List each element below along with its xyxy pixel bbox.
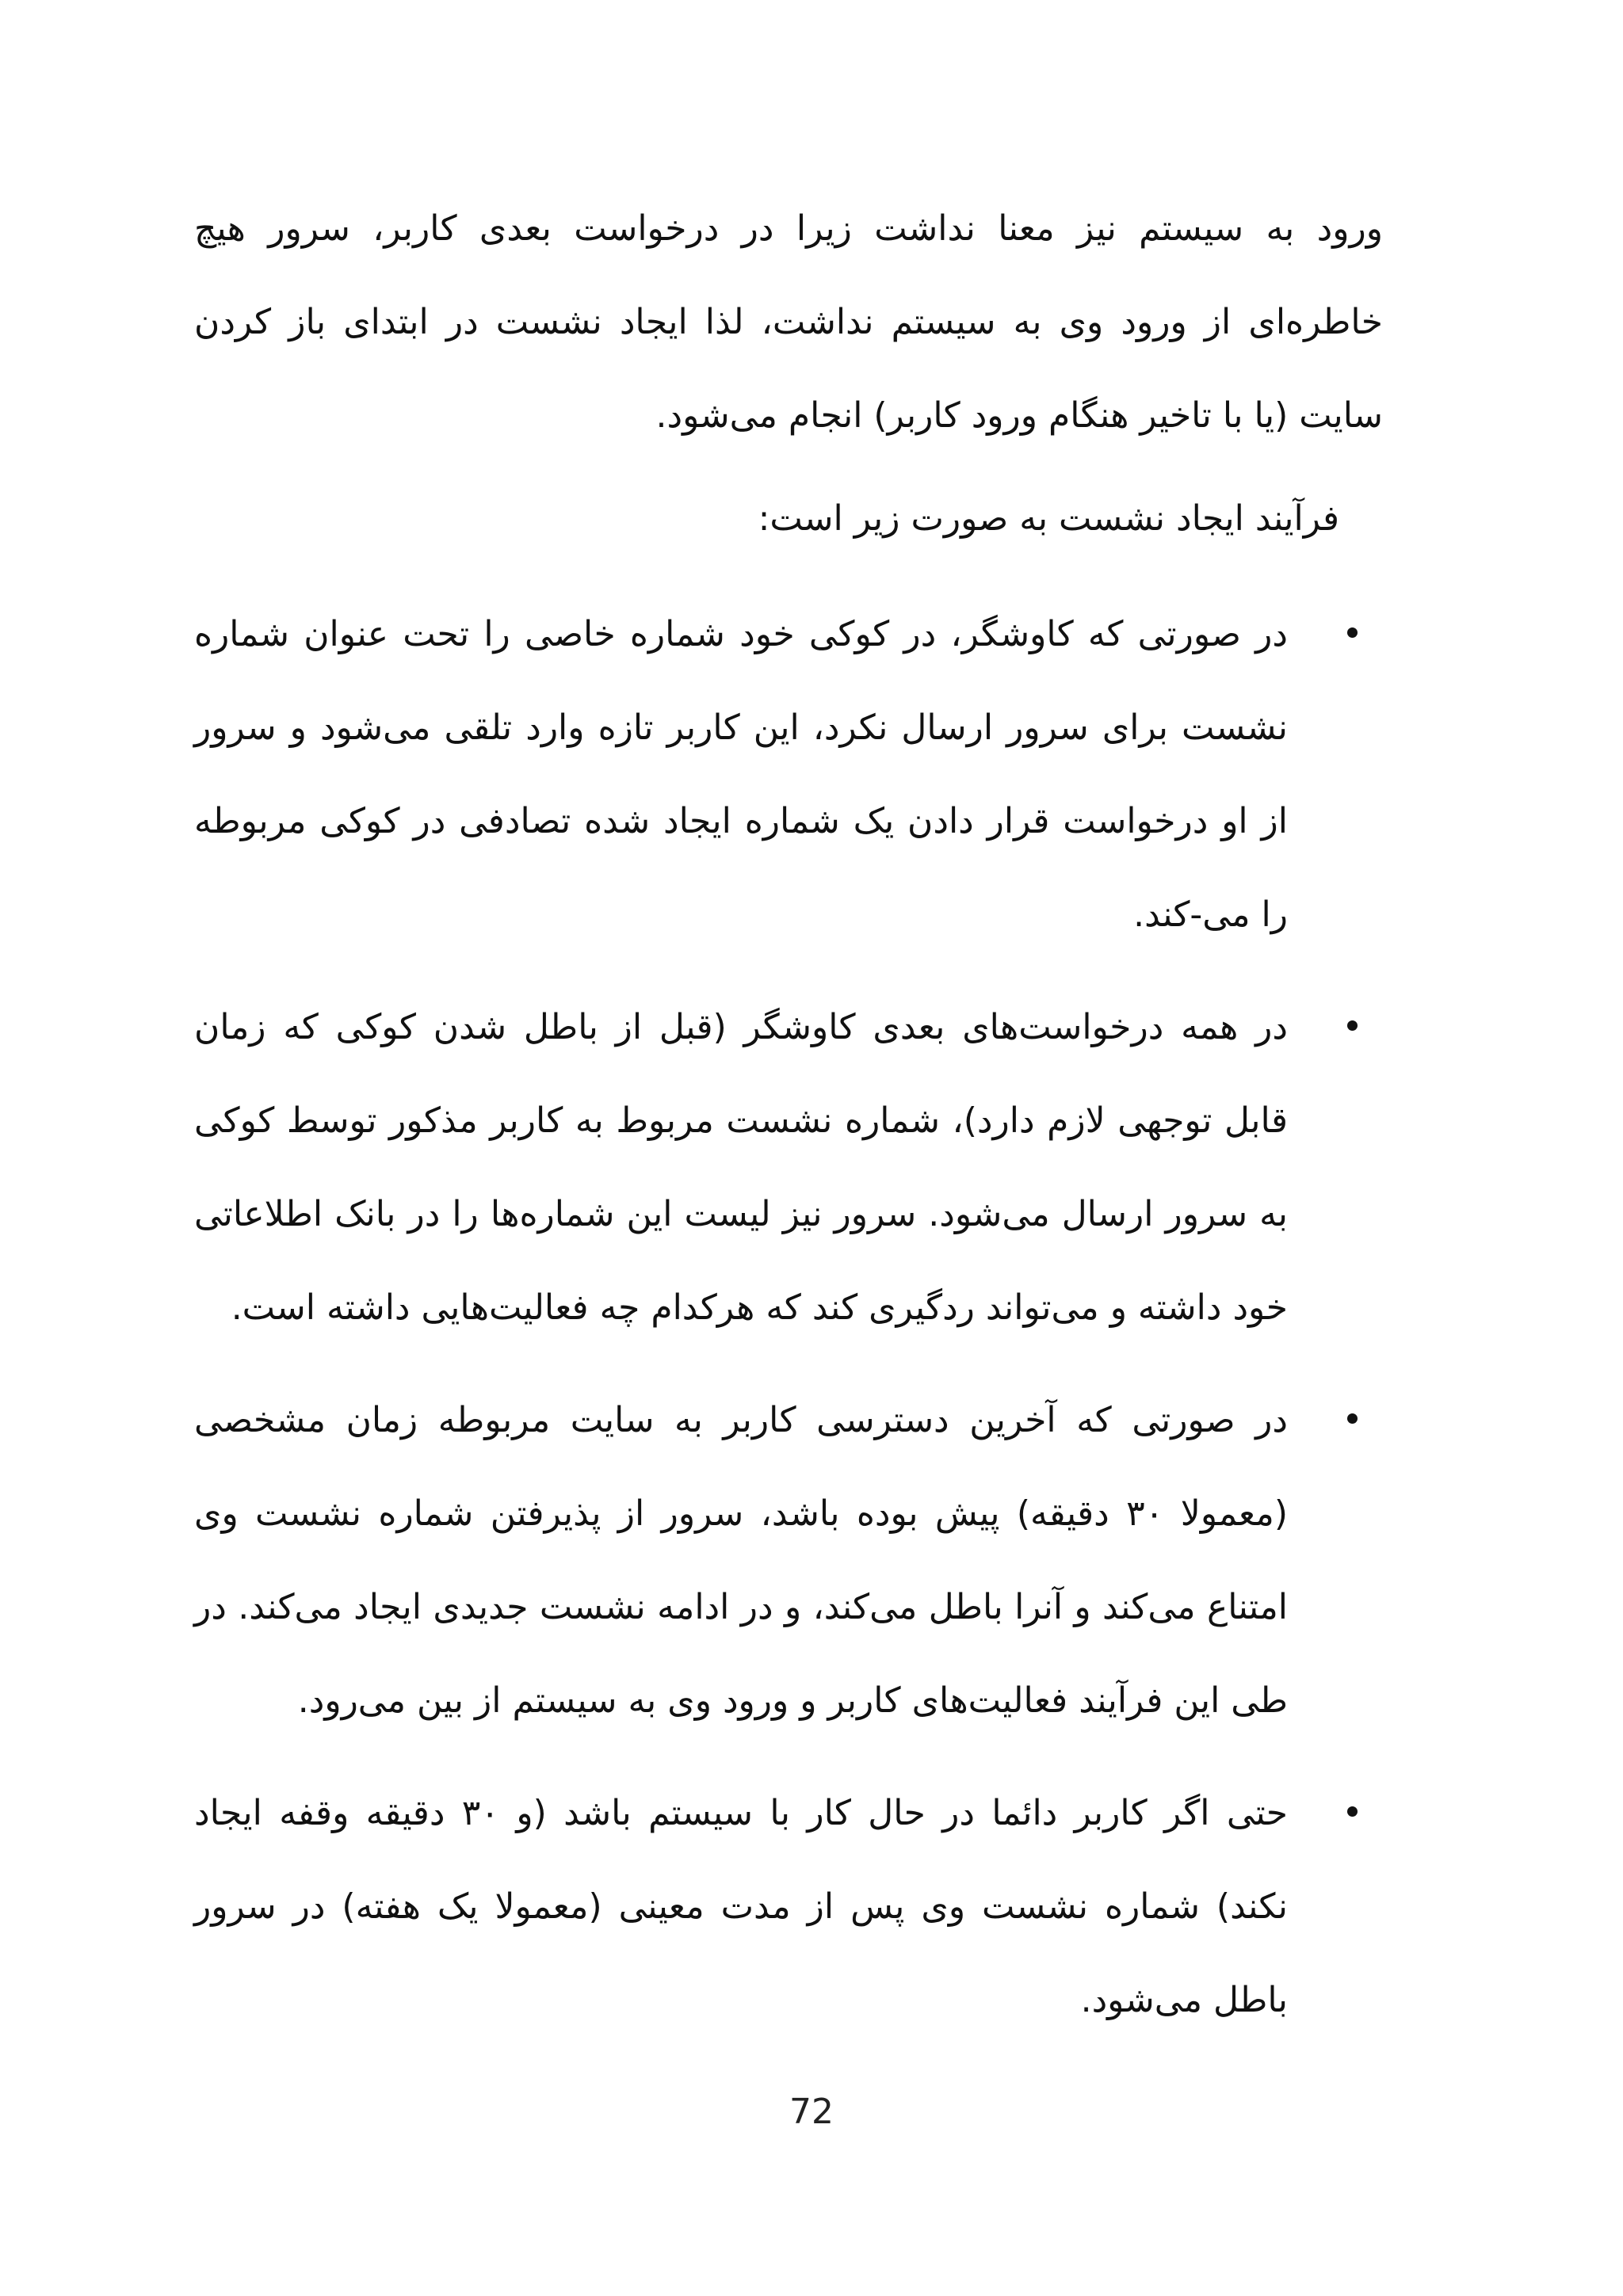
- bullet-item-3: [194, 1374, 1383, 1748]
- bullet-item-2: [194, 981, 1383, 1355]
- bullet-text: در صورتی که کاوشگر، در کوکی خود شماره خاصی را تحت عنوان شماره نشست برای سرور ارسال نکرد، این کاربر تازه وارد تلقی می‌شود و سرور از او درخواست قرار دادن یک شماره ایجاد شده تصادفی در کوکی مربوطه را می-کند.: [194, 614, 1288, 935]
- bullet-text: در صورتی که آخرین دسترسی کاربر به سایت مربوطه زمان مشخصی (معمولا ۳۰ دقیقه) پیش بوده باشد، سرور از پذیرفتن شماره نشست وی امتناع می‌کند و آنرا باطل می‌کند، و در ادامه نشست جدیدی ایجاد می‌کند. در طی این فرآیند فعالیت‌های کاربر و ورود وی به سیستم از بین می‌رود.: [194, 1400, 1289, 1721]
- bullet-item-1: [194, 588, 1383, 962]
- bullet-text: در همه درخواست‌های بعدی کاوشگر (قبل از باطل شدن کوکی که زمان قابل توجهی لازم دارد)، شماره نشست مربوط به کاربر مذکور توسط کوکی به سرور ارسال می‌شود. سرور نیز لیست این شماره‌ها را در بانک اطلاعاتی خود داشته و می‌تواند ردگیری کند که هرکدام چه فعالیت‌هایی داشته است.: [194, 1007, 1288, 1328]
- bullet-dot-icon: [1347, 1413, 1358, 1424]
- bullet-list: [194, 588, 1383, 2047]
- lead-sentence: فرآیند ایجاد نشست به صورت زیر است:: [758, 498, 1339, 539]
- bullet-item-4: [194, 1767, 1383, 2047]
- bullet-dot-icon: [1347, 1020, 1358, 1031]
- bullet-text: حتی اگر کاربر دائما در حال کار با سیستم باشد (و ۳۰ دقیقه وقفه ایجاد نکند) شماره نشست وی پس از مدت معینی (معمولا یک هفته) در سرور باطل می‌شود.: [194, 1793, 1289, 2020]
- intro-paragraph: ورود به سیستم نیز معنا نداشت زیرا در درخواست بعدی کاربر، سرور هیچ خاطره‌ای از ورود وی به سیستم نداشت، لذا ایجاد نشست در ابتدای باز کردن سایت (یا با تاخیر هنگام ورود کاربر) انجام می‌شود.: [194, 208, 1383, 436]
- bullet-dot-icon: [1347, 627, 1358, 638]
- document-body: [194, 182, 1383, 2066]
- bullet-dot-icon: [1347, 1806, 1358, 1817]
- page-number: 72: [789, 2092, 834, 2132]
